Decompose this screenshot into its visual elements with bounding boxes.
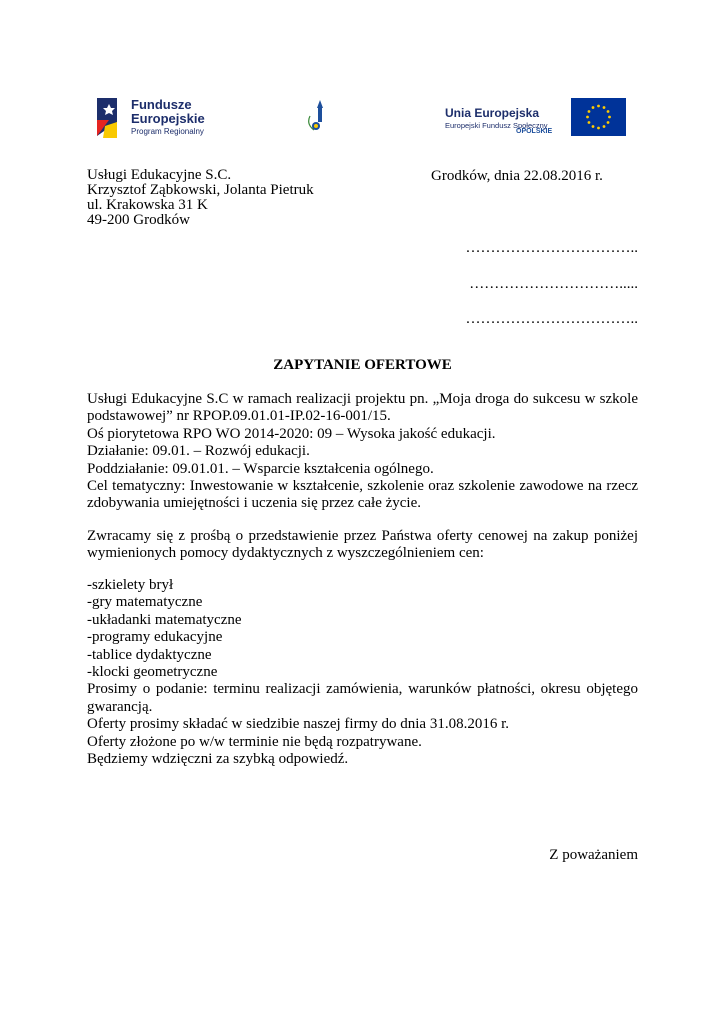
- eu-star-icon: [588, 121, 591, 124]
- sender-street: ul. Krakowska 31 K: [87, 197, 208, 213]
- eu-star-icon: [607, 110, 610, 113]
- text-line: Oferty złożone po w/w terminie nie będą rozpatrywane.: [87, 733, 422, 750]
- eu-star-icon: [597, 127, 600, 130]
- recipient-line: ……………………………..: [465, 311, 638, 327]
- text-line: Będziemy wdzięczni za szybką odpowiedź.: [87, 751, 349, 768]
- list-item: -klocki geometryczne: [87, 664, 218, 681]
- list-item: -tablice dydaktyczne: [87, 646, 212, 663]
- document-title: ZAPYTANIE OFERTOWE: [273, 357, 452, 373]
- text-line: Oś piorytetowa RPO WO 2014-2020: 09 – Wysoka jakość edukacji.: [87, 425, 496, 442]
- recipient-line: ……………………………..: [465, 240, 638, 256]
- sender-city: 49-200 Grodków: [87, 212, 190, 228]
- list-item: -szkielety brył: [87, 577, 174, 593]
- text-line: zdobywania umiejętności i uczenia się przez całe życie.: [87, 495, 421, 512]
- text-line: gwarancją.: [87, 698, 153, 715]
- opolskie-text: OPOLSKIE: [516, 128, 553, 135]
- intro-paragraph: [87, 391, 638, 513]
- text-line: Usługi Edukacyjne S.C w ramach realizacji projektu pn. „Moja droga do sukcesu w szkole: [87, 391, 638, 407]
- fundusze-europejskie-logo: [95, 94, 235, 142]
- opolskie-emblem-icon: [300, 94, 375, 142]
- eu-star-icon: [608, 116, 611, 119]
- text-line: Oferty prosimy składać w siedzibie naszej firmy do dnia 31.08.2016 r.: [87, 716, 509, 733]
- fundusze-line2: Europejskie: [131, 111, 205, 126]
- eu-star-icon: [603, 106, 606, 109]
- unia-line2: Europejski Fundusz Społeczny: [445, 121, 548, 130]
- fundusze-line3: Program Regionalny: [131, 127, 204, 136]
- text-line: Poddziałanie: 09.01.01. – Wsparcie kształcenia ogólnego.: [87, 460, 434, 477]
- text-line: Prosimy o podanie: terminu realizacji zamówienia, warunków płatności, okresu objętego: [87, 681, 638, 698]
- eu-star-icon: [586, 116, 589, 119]
- eu-flag-icon: [571, 98, 626, 136]
- list-item: -układanki matematyczne: [87, 611, 242, 628]
- eu-star-icon: [592, 106, 595, 109]
- text-line: podstawowej” nr RPOP.09.01.01-IP.02-16-001/15.: [87, 408, 391, 425]
- unia-line1: Unia Europejska: [445, 106, 540, 120]
- eu-star-icon: [592, 125, 595, 128]
- eu-star-icon: [607, 121, 610, 124]
- text-line: wymienionych pomocy dydaktycznych z wyszczególnieniem cen:: [87, 545, 484, 562]
- list-item: -programy edukacyjne: [87, 629, 223, 646]
- text-line: Cel tematyczny: Inwestowanie w kształcenie, szkolenie oraz szkolenie zawodowe na rzecz: [87, 478, 638, 495]
- sender-names: Krzysztof Ząbkowski, Jolanta Pietruk: [87, 182, 314, 198]
- place-date: Grodków, dnia 22.08.2016 r.: [431, 168, 603, 184]
- sender-company: Usługi Edukacyjne S.C.: [87, 167, 232, 183]
- request-paragraph: [87, 528, 638, 563]
- eu-star-icon: [588, 110, 591, 113]
- sender-address: [87, 168, 314, 228]
- eu-star-icon: [603, 125, 606, 128]
- fundusze-line1: Fundusze: [131, 97, 192, 112]
- unia-europejska-label: [445, 106, 548, 131]
- items-list: [87, 577, 638, 768]
- recipient-line: ………………………….....: [469, 276, 638, 292]
- eu-star-icon: [597, 105, 600, 108]
- signoff: Z poważaniem: [549, 847, 638, 863]
- fundusze-flag-icon: [95, 96, 125, 140]
- text-line: Działanie: 09.01. – Rozwój edukacji.: [87, 443, 310, 460]
- text-line: Zwracamy się z prośbą o przedstawienie przez Państwa oferty cenowej na zakup poniżej: [87, 528, 638, 544]
- list-item: -gry matematyczne: [87, 594, 203, 611]
- logo-bar: [95, 90, 630, 146]
